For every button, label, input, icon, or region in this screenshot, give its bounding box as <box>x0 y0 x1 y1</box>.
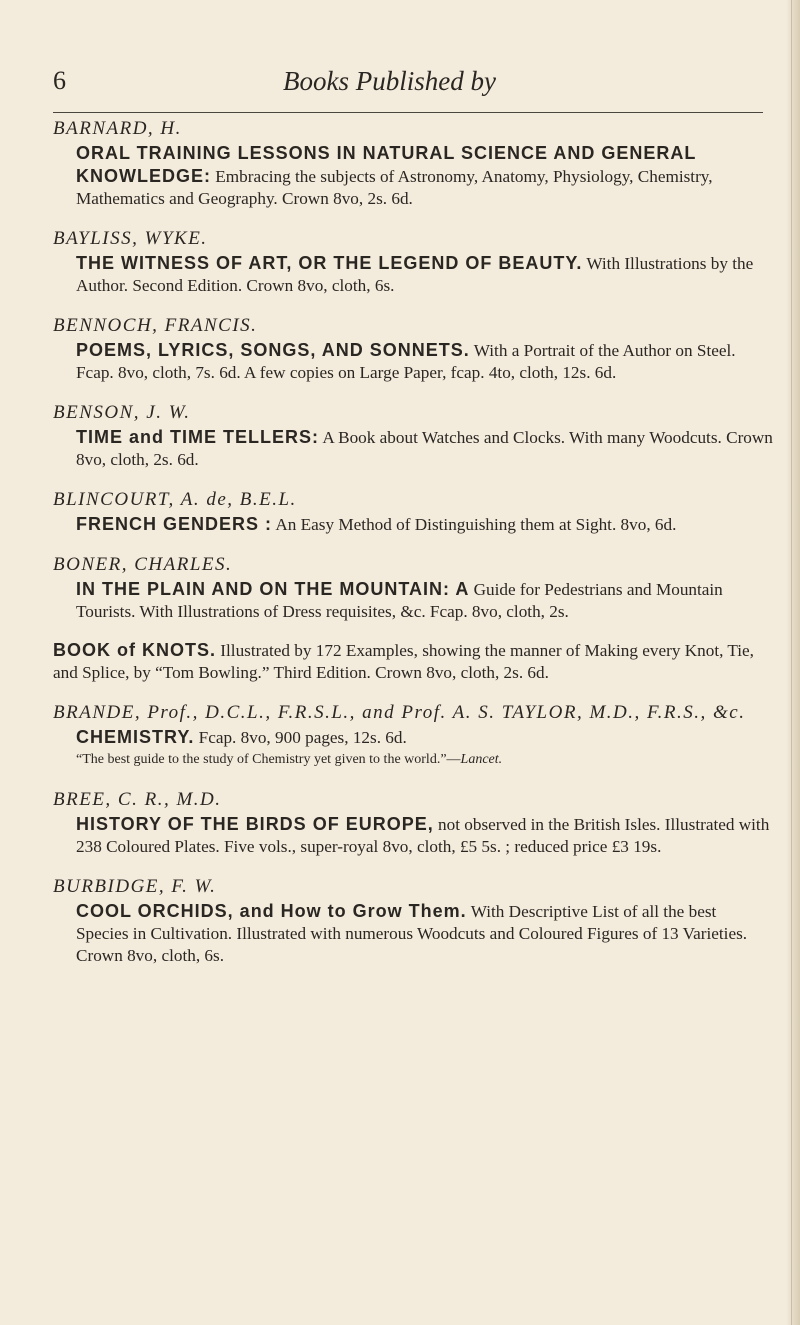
catalogue-entry <box>53 400 773 471</box>
header-rule <box>53 112 763 113</box>
entry-author: BLINCOURT, A. de, B.E.L. <box>53 489 297 510</box>
entry-title: TIME and TIME TELLERS: <box>76 427 319 447</box>
entry-title: CHEMISTRY. <box>76 727 195 747</box>
entry-title: POEMS, LYRICS, SONGS, AND SONNETS. <box>76 340 470 360</box>
entry-description: With a Portrait of the Author on Steel. Fcap. 8vo, cloth, 7s. 6d. A few copies on Large Paper, fcap. 4to, cloth, 12s. 6d. <box>76 341 736 382</box>
entry-author: BENSON, J. W. <box>53 402 191 423</box>
quote-text: “The best guide to the study of Chemistry yet given to the world.”— <box>76 752 461 767</box>
entry-description: Embracing the subjects of Astronomy, Anatomy, Physiology, Chemistry, Mathematics and Geography. Crown 8vo, 2s. 6d. <box>76 167 713 208</box>
entry-body <box>53 252 773 297</box>
catalogue-entry <box>53 700 773 771</box>
entry-description: Illustrated by 172 Examples, showing the manner of Making every Knot, Tie, and Splice, by “Tom Bowling.” Third Edition. Crown 8vo, cloth, 2s. 6d. <box>53 641 754 682</box>
entry-description: not observed in the British Isles. Illustrated with 238 Coloured Plates. Five vols., super-royal 8vo, cloth, £5 5s. ; reduced price £3 19s. <box>76 815 770 856</box>
entry-description: With Illustrations by the Author. Second Edition. Crown 8vo, cloth, 6s. <box>76 254 754 295</box>
entry-author: BONER, CHARLES. <box>53 554 233 575</box>
entry-title: HISTORY OF THE BIRDS OF EUROPE, <box>76 814 434 834</box>
catalogue-entry <box>53 787 773 858</box>
page-number: 6 <box>53 66 66 95</box>
catalogue-entry <box>53 487 773 536</box>
catalogue-entry <box>53 116 773 210</box>
entry-title: THE WITNESS OF ART, OR THE LEGEND OF BEAUTY. <box>76 253 583 273</box>
entry-body <box>53 726 773 771</box>
entry-description: With Descriptive List of all the best Species in Cultivation. Illustrated with numerous Woodcuts and Coloured Figures of 13 Varieties. Crown 8vo, cloth, 6s. <box>76 902 748 965</box>
catalogue-entry <box>53 639 773 684</box>
entry-author: BURBIDGE, F. W. <box>53 876 217 897</box>
entry-author: BREE, C. R., M.D. <box>53 789 222 810</box>
catalogue-entries <box>53 116 773 983</box>
entry-quote <box>76 749 773 771</box>
running-title: Books Published by <box>283 66 496 96</box>
entry-title: BOOK of KNOTS. <box>53 640 216 660</box>
catalogue-entry <box>53 313 773 384</box>
entry-author: BRANDE, Prof., D.C.L., F.R.S.L., and Prof. A. S. TAYLOR, M.D., F.R.S., &c. <box>53 702 746 723</box>
catalogue-entry <box>53 552 773 623</box>
page-edge-line <box>791 0 792 1325</box>
entry-title: COOL ORCHIDS, and How to Grow Them. <box>76 901 467 921</box>
entry-description: Guide for Pedestrians and Mountain Tourists. With Illustrations of Dress requisites, &c. Fcap. 8vo, cloth, 2s. <box>76 580 723 621</box>
page-edge <box>786 0 800 1325</box>
catalogue-entry <box>53 874 773 967</box>
entry-description: An Easy Method of Distinguishing them at Sight. 8vo, 6d. <box>275 515 677 534</box>
catalogue-entry <box>53 226 773 297</box>
entry-body <box>53 900 773 967</box>
entry-body <box>53 339 773 384</box>
entry-description: A Book about Watches and Clocks. With many Woodcuts. Crown 8vo, cloth, 2s. 6d. <box>76 428 773 469</box>
entry-author: BAYLISS, WYKE. <box>53 228 208 249</box>
page-header <box>53 66 773 106</box>
entry-body <box>53 426 773 471</box>
entry-title: FRENCH GENDERS : <box>76 514 273 534</box>
entry-author: BARNARD, H. <box>53 118 182 139</box>
entry-author: BENNOCH, FRANCIS. <box>53 315 258 336</box>
entry-description: Fcap. 8vo, 900 pages, 12s. 6d. <box>198 728 407 747</box>
entry-title: ORAL TRAINING LESSONS IN NATURAL SCIENCE AND GENERAL KNOWLEDGE: <box>76 143 697 186</box>
entry-body <box>53 142 773 210</box>
entry-body <box>53 639 773 684</box>
entry-title: IN THE PLAIN AND ON THE MOUNTAIN: A <box>76 579 470 599</box>
entry-body <box>53 578 773 623</box>
quote-source: Lancet. <box>460 752 503 767</box>
entry-body <box>53 513 773 536</box>
entry-body <box>53 813 773 858</box>
